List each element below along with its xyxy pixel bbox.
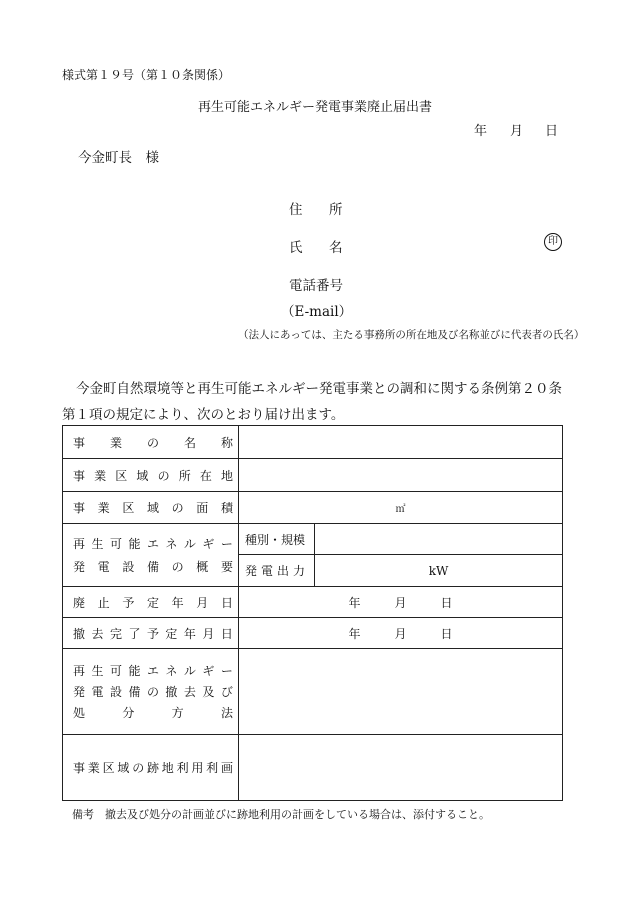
value-type-scale[interactable]	[315, 524, 563, 555]
label-business-area-location: 事 業 区 域 の 所 在 地	[63, 459, 239, 492]
table-row	[63, 492, 563, 524]
label-generation-output: 発 電 出 力	[239, 555, 315, 587]
corporate-note: （法人にあっては、主たる事務所の所在地及び名称並びに代表者の氏名）	[238, 329, 585, 341]
value-site-reuse[interactable]	[239, 735, 563, 801]
label-site-reuse: 事 業 区 域 の 跡 地 利 用 利 画	[63, 735, 239, 801]
seal-mark-icon: 印	[544, 233, 562, 251]
value-planned-abolition-date[interactable]: 年 月 日	[239, 587, 563, 618]
remark-note: 備考 撤去及び処分の計画並びに跡地利用の計画をしている場合は、添付すること。	[72, 808, 490, 821]
form-number: 様式第１９号（第１０条関係）	[62, 68, 231, 82]
value-business-area-location[interactable]	[239, 459, 563, 492]
table-row	[63, 459, 563, 492]
email-label: （E-mail）	[281, 304, 353, 320]
date-year-label: 年	[474, 124, 488, 139]
name-label-char: 名	[329, 240, 343, 256]
label-planned-abolition-date: 廃 止 予 定 年 月 日	[63, 587, 239, 618]
label-planned-removal-completion-date: 撤 去 完 了 予 定 年 月 日	[63, 618, 239, 649]
phone-label: 電話番号	[289, 278, 343, 294]
value-business-area-size[interactable]	[239, 492, 563, 524]
name-label-char: 氏	[289, 240, 303, 256]
value-generation-output[interactable]	[315, 555, 563, 587]
date-day-label: 日	[545, 124, 559, 139]
value-facility-removal-disposal-method[interactable]	[239, 649, 563, 735]
table-row	[63, 618, 563, 649]
label-business-area-size: 事 業 区 域 の 面 積	[63, 492, 239, 524]
notification-table	[62, 425, 563, 801]
label-business-name: 事 業 の 名 称	[63, 426, 239, 459]
address-label-char: 住	[289, 202, 303, 218]
table-row	[63, 524, 563, 555]
addressee: 今金町長 様	[78, 150, 159, 166]
table-row	[63, 649, 563, 735]
table-row	[63, 426, 563, 459]
body-text: 今金町自然環境等と再生可能エネルギー発電事業との調和に関する条例第２０条第１項の規定により、次のとおり届け出ます。	[62, 381, 562, 423]
document-title: 再生可能エネルギー発電事業廃止届出書	[197, 100, 432, 115]
table-row	[63, 735, 563, 801]
label-generation-facility-overview: 再 生 可 能 エ ネ ル ギ ー 発 電 設 備 の 概 要	[63, 524, 239, 587]
date-month-label: 月	[510, 124, 524, 139]
label-type-scale: 種別・規模	[239, 524, 315, 555]
value-business-name[interactable]	[239, 426, 563, 459]
table-row	[63, 587, 563, 618]
address-label-char: 所	[329, 202, 343, 218]
label-facility-removal-disposal-method: 再 生 可 能 エ ネ ル ギ ー 発 電 設 備 の 撤 去 及 び 処 分 方 法	[63, 649, 239, 735]
value-planned-removal-completion-date[interactable]: 年 月 日	[239, 618, 563, 649]
unit-square-meter: ㎡	[395, 504, 406, 515]
unit-kilowatt: kW	[428, 563, 449, 578]
